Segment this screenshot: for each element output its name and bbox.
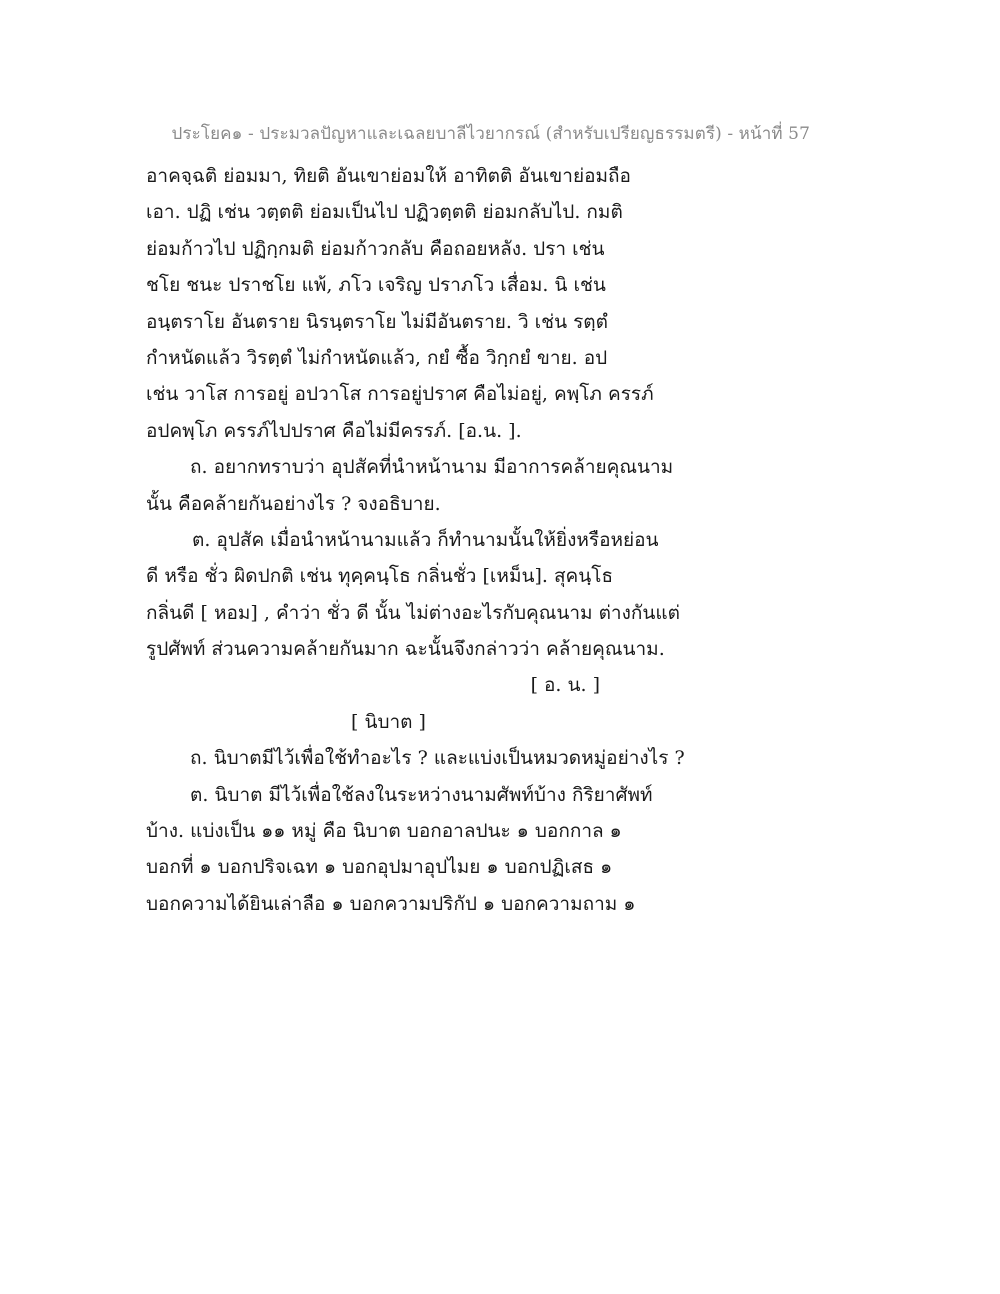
question-line: ถ. นิบาตมีไว้เพื่อใช้ทำอะไร ? และแบ่งเป็นหมวดหมู่อย่างไร ? bbox=[190, 747, 685, 770]
text-line: บอกความได้ยินเล่าลือ ๑ บอกความปริกัป ๑ บอกความถาม ๑ bbox=[146, 892, 636, 915]
answer-line: ต. อุปสัค เมื่อนำหน้านามแล้ว ก็ทำนามนั้นให้ยิ่งหรือหย่อน bbox=[192, 528, 659, 551]
text-line: เอา. ปฏิ เช่น วตฺตติ ย่อมเป็นไป ปฏิวตฺตติ ย่อมกลับไป. กมติ bbox=[146, 201, 623, 224]
answer-line: ต. นิบาต มีไว้เพื่อใช้ลงในระหว่างนามศัพท์บ้าง กิริยาศัพท์ bbox=[190, 783, 653, 806]
text-line: ดี หรือ ชั่ว ผิดปกติ เช่น ทุคฺคนฺโธ กลิ่นชั่ว [เหม็น]. สุคนฺโธ bbox=[146, 565, 614, 588]
page-header: ประโยค๑ - ประมวลปัญหาและเฉลยบาลีไวยากรณ์ (สำหรับเปรียญธรรมตรี) - หน้าที่ 57 bbox=[171, 124, 810, 144]
text-line: กลิ่นดี [ หอม] , คำว่า ชั่ว ดี นั้น ไม่ต่างอะไรกับคุณนาม ต่างกันแต่ bbox=[146, 601, 680, 624]
text-line: อาคจฺฉติ ย่อมมา, ทิยติ อันเขาย่อมให้ อาทิตติ อันเขาย่อมถือ bbox=[146, 165, 631, 187]
text-line: เช่น วาโส การอยู่ อปวาโส การอยู่ปราศ คือไม่อยู่, คพฺโภ ครรภ์ bbox=[146, 383, 654, 406]
text-line: รูปศัพท์ ส่วนความคล้ายกันมาก ฉะนั้นจึงกล่าวว่า คล้ายคุณนาม. bbox=[146, 638, 665, 661]
text-line: นั้น คือคล้ายกันอย่างไร ? จงอธิบาย. bbox=[146, 492, 441, 515]
citation-line: [ อ. น. ] bbox=[530, 674, 600, 697]
text-line: ย่อมก้าวไป ปฏิกฺกมติ ย่อมก้าวกลับ คือถอยหลัง. ปรา เช่น bbox=[146, 237, 605, 260]
question-line: ถ. อยากทราบว่า อุปสัคที่นำหน้านาม มีอาการคล้ายคุณนาม bbox=[190, 456, 674, 479]
section-heading: [ นิบาต ] bbox=[351, 710, 426, 733]
text-line: บ้าง. แบ่งเป็น ๑๑ หมู่ คือ นิบาต บอกอาลปนะ ๑ บอกกาล ๑ bbox=[146, 820, 622, 843]
text-line: บอกที่ ๑ บอกปริจเฉท ๑ บอกอุปมาอุปไมย ๑ บอกปฏิเสธ ๑ bbox=[146, 856, 613, 879]
body-text bbox=[146, 158, 686, 922]
text-line: อปคพฺโภ ครรภ์ไปปราศ คือไม่มีครรภ์. [อ.น. ]. bbox=[146, 419, 522, 442]
text-line: ชโย ชนะ ปราชโย แพ้, ภโว เจริญ ปราภโว เสื่อม. นิ เช่น bbox=[146, 274, 606, 297]
text-line: อนฺตราโย อันตราย นิรนฺตราโย ไม่มีอันตราย. วิ เช่น รตฺตํ bbox=[146, 310, 608, 333]
text-line: กำหนัดแล้ว วิรตฺตํ ไม่กำหนัดแล้ว, กยํ ซื้อ วิกฺกยํ ขาย. อป bbox=[146, 346, 608, 369]
